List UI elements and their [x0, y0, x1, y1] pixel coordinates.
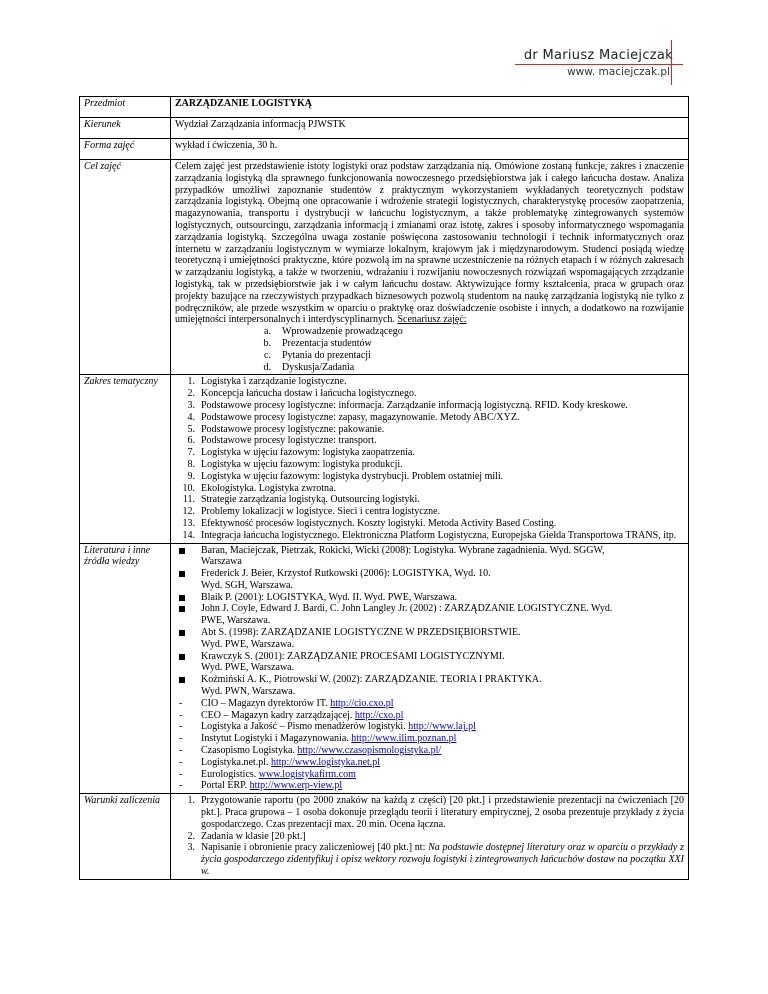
- list-item: Krawczyk S. (2001): ZARZĄDZANIE PROCESAMI LOGISTYCZNYMI. Wyd. PWE, Warszawa.: [175, 651, 684, 675]
- list-item: - CIO – Magazyn dyrektorów IT. http://cio.cxo.pl: [179, 697, 394, 709]
- row-literatura: [80, 543, 689, 794]
- list-item: b. Prezentacja studentów: [263, 337, 372, 349]
- bullet-icon: [179, 548, 185, 554]
- row-cel: [80, 160, 689, 375]
- logo-underline: [515, 64, 683, 65]
- list-item: John J. Coyle, Edward J. Bardi, C. John Langley Jr. (2002) : ZARZĄDZANIE LOGISTYCZNE. Wyd. PWE, Warszawa.: [175, 603, 684, 627]
- label-zakres: Zakres tematyczny: [80, 375, 171, 543]
- bibliography-list: [175, 545, 684, 793]
- list-item: - Instytut Logistyki i Magazynowania. http://www.ilim.poznan.pl: [179, 733, 457, 745]
- cel-text: Celem zajęć jest przedstawienie istoty logistyki oraz podstaw zarządzania nią. Omówione zostaną funkcje, zakres i znaczenie zarządzania logistyką dla sprawnego funkcjonowania nowoczesnego przedsiębiorstwa jak i całego łańcucha dostaw. Analiza przypadków umożliwi zapoznanie studentów z praktycznym wykorzystaniem wykładanych teoretycznych podstaw zarządzania logistyką. Obejmą one opracowanie i wdrożenie strategii logistycznych, charakterystykę procesów zaopatrzenia, magazynowania, transportu i dystrybucji w łańcuchu logistycznym, a także problematykę zintegrowanych systemów logistycznych, outsourcingu, zarządzania informacją i zmianami oraz istotę, zakres i sposoby informatycznego wspomagania zarządzania logistyką. Szczególna uwaga zostanie poświęcona zastosowaniu technologii i technik informatycznych oraz internetu w zarządzaniu logistycznym w wymiarze lokalnym, krajowym jak i międzynarodowym. Studenci posiądą wiedzę teoretyczną i umiejętności praktyczne, które pozwolą im na sprawne uczestniczenie na różnych etapach i w różnych zakresach w zarządzaniu logistyką, a także w tworzeniu, wdrażaniu i rozwijaniu nowoczesnych rozwiązań wspomagających zrządzanie logistyką, tak w przedsiębiorstwie jak i w całym łańcuchu dostaw. Aktywizujące formy kształcenia, praca w grupach oraz projekty bazujące na rzeczywistych przypadkach biznesowych pozwolą studentom na naukę zarządzania logistyką nie tylko z podręczników, ale przede wszystkim w oparciu o praktykę oraz doświadczenie osobiste i innych, a dodatkowo na rozwijanie umiejętności interpersonalnych i interdyscyplinarnych.: [175, 161, 684, 326]
- list-item: 10. Ekologistyka. Logistyka zwrotna.: [182, 482, 336, 494]
- label-forma: Forma zajęć: [80, 139, 171, 160]
- link[interactable]: http://cio.cxo.pl: [330, 697, 394, 709]
- bullet-icon: [179, 571, 185, 577]
- bullet-icon: [179, 677, 185, 683]
- list-item: c. Pytania do prezentacji: [264, 349, 371, 361]
- value-forma: wykład i ćwiczenia, 30 h.: [171, 139, 689, 160]
- list-item: 6. Podstawowe procesy logistyczne: transport.: [187, 435, 377, 447]
- list-item: 11. Strategie zarządzania logistyką. Outsourcing logistyki.: [182, 494, 420, 506]
- list-item: Frederick J. Beier, Krzystof Rutkowski (2006): LOGISTYKA, Wyd. 10. Wyd. SGH, Warszawa.: [175, 568, 684, 592]
- list-item: - Logistyka a Jakość – Pismo menadżerów logistyki. http://www.laj.pl: [179, 721, 476, 733]
- list-item: 13. Efektywność procesów logistycznych. Koszty logistyki. Metoda Activity Based Costing.: [182, 517, 557, 529]
- list-item: a. Wprowadzenie prowadzącego: [264, 326, 403, 338]
- list-item: - Portal ERP. http://www.erp-view.pl: [179, 780, 343, 792]
- list-item: 12. Problemy lokalizacji w logistyce. Sieci i centra logistyczne.: [182, 506, 441, 518]
- list-item: d. Dyskusja/Zadania: [263, 361, 355, 373]
- list-item: 9. Logistyka w ujęciu fazowym: logistyka dystrybucji. Problem ostatniej mili.: [187, 470, 504, 482]
- link[interactable]: http://www.logistyka.net.pl: [271, 756, 381, 768]
- row-przedmiot: [80, 97, 689, 118]
- list-item: 1. Logistyka i zarządzanie logistyczne.: [187, 376, 347, 388]
- link[interactable]: www.logistykafirm.com: [258, 768, 356, 780]
- list-item: - Eurologistics. www.logistykafirm.com: [179, 768, 356, 780]
- value-przedmiot: ZARZĄDZANIE LOGISTYKĄ: [171, 97, 689, 118]
- link[interactable]: http://www.erp-view.pl: [249, 780, 343, 792]
- list-item: 7. Logistyka w ujęciu fazowym: logistyka zaopatrzenia.: [187, 447, 415, 459]
- row-kierunek: [80, 118, 689, 139]
- label-warunki: Warunki zaliczenia: [80, 794, 171, 880]
- link[interactable]: http://www.ilim.poznan.pl: [351, 733, 457, 745]
- list-item: 14. Integracja łańcucha logistycznego. Elektroniczna Platform Logistyczna, Europejska Giełda Transportowa TRANS, itp.: [182, 529, 677, 541]
- list-item: 2. Zadania w klasie [20 pkt.]: [187, 830, 306, 842]
- author-name: dr Mariusz Maciejczak: [523, 48, 673, 63]
- list-item: 8. Logistyka w ujęciu fazowym: logistyka produkcji.: [187, 458, 403, 470]
- link[interactable]: http://www.laj.pl: [408, 721, 476, 733]
- link[interactable]: http://cxo.pl: [354, 709, 404, 721]
- scenario-label: Scenariusz zajęć:: [397, 314, 467, 326]
- list-item: 2. Koncepcja łańcucha dostaw i łańcucha logistycznego.: [187, 388, 417, 400]
- row-zakres: [80, 375, 689, 543]
- link[interactable]: http://www.czasopismologistyka.pl/: [297, 745, 442, 757]
- row-forma: [80, 139, 689, 160]
- cel-paragraph: [175, 161, 684, 326]
- list-item: - Logistyka.net.pl. http://www.logistyka.net.pl: [179, 756, 381, 768]
- value-literatura: [171, 543, 689, 794]
- bullet-icon: [179, 606, 185, 612]
- value-kierunek: Wydział Zarządzania informacją PJWSTK: [171, 118, 689, 139]
- list-item: 5. Podstawowe procesy logistyczne: pakowanie.: [187, 423, 385, 435]
- scenario-list: [175, 326, 684, 373]
- list-item: - Czasopismo Logistyka. http://www.czasopismologistyka.pl/: [179, 745, 442, 757]
- list-item: 4. Podstawowe procesy logistyczne: zapasy, magazynowanie. Metody ABC/XYZ.: [187, 411, 520, 423]
- bullet-icon: [179, 654, 185, 660]
- value-cel: [171, 160, 689, 375]
- list-item: 3. Napisanie i obronienie pracy zaliczeniowej [40 pkt.] nt: Na podstawie dostępnej literatury oraz w oparciu o przykłady z życia gospodarczego zidentyfikuj i opisz wektory rozwoju logistyki i zintegrowanych łańcuchów dostaw na początku XXI w.: [187, 842, 684, 878]
- label-cel: Cel zajęć: [80, 160, 171, 375]
- list-item: 1. Przygotowanie raportu (po 2000 znaków na każdą z części) [20 pkt.] i przedstawienie prezentacji na ćwiczeniach [20 pkt.]. Praca grupowa – 1 osoba dokonuje przeglądu teorii i literatury empirycznej, 2 osoba prezentuje przykłady z życia gospodarczego. Czas prezentacji max. 20 min. Ocena łączna.: [187, 795, 684, 830]
- list-item: Blaik P. (2001): LOGISTYKA, Wyd. II. Wyd. PWE, Warszawa.: [175, 592, 684, 604]
- list-item: Koźmiński A. K., Piotrowski W. (2002): ZARZĄDZANIE. TEORIA I PRAKTYKA. Wyd. PWN, Warszawa.: [175, 674, 684, 698]
- syllabus-table: [79, 96, 689, 880]
- label-przedmiot: Przedmiot: [80, 97, 171, 118]
- author-website: www. maciejczak.pl: [567, 66, 670, 78]
- row-warunki: [80, 794, 689, 880]
- requirements-list: [175, 795, 684, 878]
- label-literatura: Literatura i inne źródła wiedzy: [80, 543, 171, 794]
- bullet-icon: [179, 595, 185, 601]
- list-item: Abt S. (1998): ZARZĄDZANIE LOGISTYCZNE W PRZEDSIĘBIORSTWIE. Wyd. PWE, Warszawa.: [175, 627, 684, 651]
- bullet-icon: [179, 630, 185, 636]
- value-zakres: [171, 375, 689, 543]
- list-item: Baran, Maciejczak, Pietrzak, Rokicki, Wicki (2008): Logistyka. Wybrane zagadnienia. Wyd. SGGW, Warszawa: [175, 545, 684, 569]
- list-item: - CEO – Magazyn kadry zarządzającej. http://cxo.pl: [179, 709, 404, 721]
- label-kierunek: Kierunek: [80, 118, 171, 139]
- list-item: 3. Podstawowe procesy logistyczne: informacja. Zarządzanie informacją logistyczną. RFID. Kody kreskowe.: [187, 399, 628, 411]
- topics-list: [175, 376, 684, 541]
- value-warunki: [171, 794, 689, 880]
